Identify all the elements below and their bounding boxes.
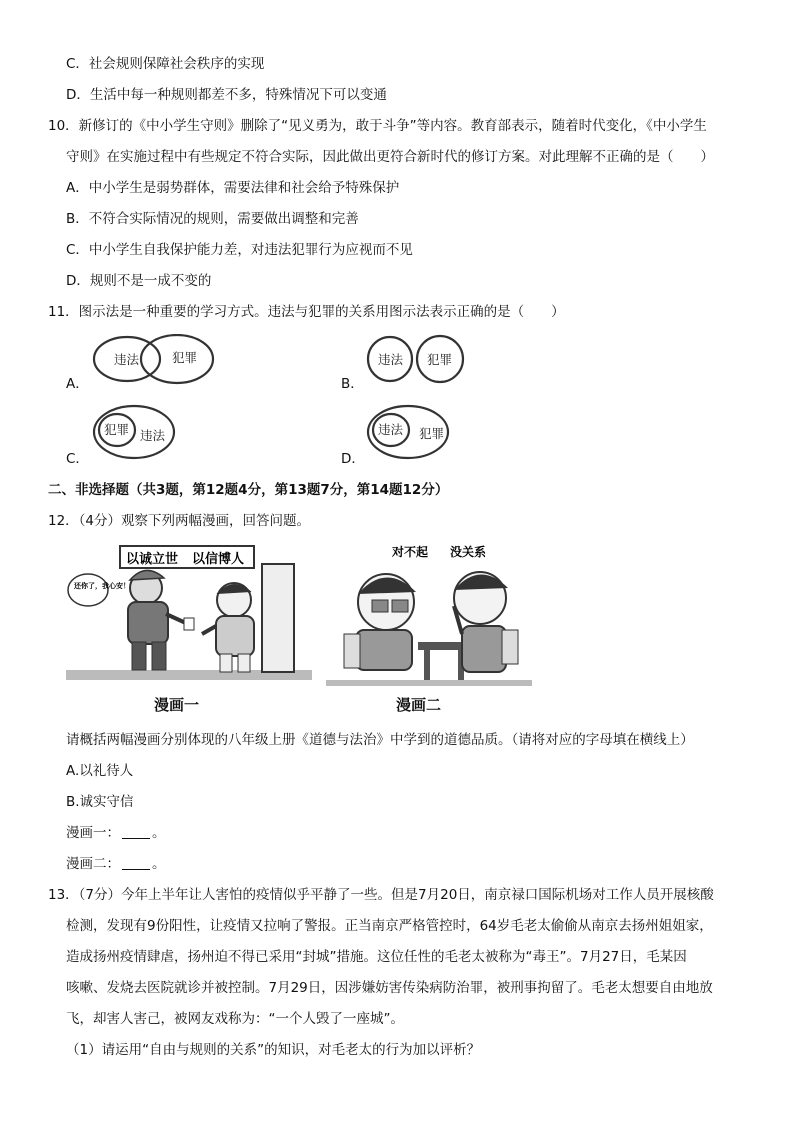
- q11-d-weifa: 违法: [378, 422, 404, 437]
- q11-a-fanzui: 犯罪: [172, 350, 198, 365]
- q12-answer-1[interactable]: [66, 823, 166, 843]
- q13-subquestion-1: （1）请运用“自由与规则的关系”的知识，对毛老太的行为加以评析？: [66, 1042, 481, 1058]
- section-2-title: 二、非选择题（共3题，第12题4分，第13题7分，第14题12分）: [48, 482, 449, 498]
- q12-stem: 12．（4分）观察下列两幅漫画，回答问题。: [48, 513, 311, 529]
- q9-option-c: C．社会规则保障社会秩序的实现: [66, 56, 265, 72]
- q11-label-c: C．: [66, 451, 89, 467]
- cartoon2-bubble-sorry: 对不起: [392, 545, 429, 559]
- q10-option-c: C．中小学生自我保护能力差，对违法犯罪行为应视而不见: [66, 242, 413, 258]
- q10-option-a: A．中小学生是弱势群体，需要法律和社会给予特殊保护: [66, 180, 400, 196]
- q12-answer-1-label: 漫画一：: [66, 825, 120, 841]
- q12-answer-1-end: 。: [152, 825, 166, 841]
- q11-a-weifa: 违法: [114, 352, 140, 367]
- cartoon1-sign-left: 以诚立世: [126, 552, 179, 567]
- cartoon-two: [326, 542, 532, 692]
- q11-stem: 11．图示法是一种重要的学习方式。违法与犯罪的关系用图示法表示正确的是（ ）: [48, 304, 565, 320]
- q11-diagram-d: [366, 404, 450, 460]
- q10-option-d: D．规则不是一成不变的: [66, 273, 212, 289]
- cartoon-one-caption: 漫画一: [154, 696, 200, 714]
- q10-option-b: B．不符合实际情况的规则，需要做出调整和完善: [66, 211, 359, 227]
- cartoon-one: [66, 542, 312, 692]
- q13-stem-line5: 飞，却害人害己，被网友戏称为：“一个人毁了一座城”。: [66, 1011, 404, 1027]
- q11-b-fanzui: 犯罪: [427, 352, 453, 367]
- q12-option-a: A.以礼待人: [66, 763, 134, 779]
- q12-option-b: B.诚实守信: [66, 794, 134, 810]
- cartoon1-sign-right: 以信博人: [192, 552, 245, 567]
- q10-stem-line1: 10．新修订的《中小学生守则》删除了“见义勇为，敢于斗争”等内容。教育部表示，随着时代变化，《中小学生: [48, 118, 707, 134]
- q11-c-weifa: 违法: [140, 428, 166, 443]
- q12-answer-1-blank[interactable]: [122, 824, 150, 839]
- q12-answer-2-blank[interactable]: [122, 855, 150, 870]
- q11-label-b: B．: [341, 376, 364, 392]
- q12-answer-2-label: 漫画二：: [66, 856, 120, 872]
- q11-b-weifa: 违法: [378, 352, 404, 367]
- q13-stem-line4: 咳嗽、发烧去医院就诊并被控制。7月29日，因涉嫌妨害传染病防治罪，被刑事拘留了。毛老太想要自由地放: [66, 980, 713, 996]
- q13-stem-line3: 造成扬州疫情肆虐，扬州迫不得已采用“封城”措施。这位任性的毛老太被称为“毒王”。7月27日，毛某因: [66, 949, 687, 965]
- q11-label-a: A．: [66, 376, 89, 392]
- cartoon-two-caption: 漫画二: [396, 696, 442, 714]
- q9-option-d: D．生活中每一种规则都差不多，特殊情况下可以变通: [66, 87, 387, 103]
- q13-stem-line1: 13．（7分）今年上半年让人害怕的疫情似乎平静了一些。但是7月20日，南京禄口国际机场对工作人员开展核酸: [48, 887, 714, 903]
- q11-diagram-c: [92, 404, 176, 460]
- q12-answer-2-end: 。: [152, 856, 166, 872]
- q11-c-fanzui: 犯罪: [104, 422, 130, 437]
- q10-stem-line2: 守则》在实施过程中有些规定不符合实际，因此做出更符合新时代的修订方案。对此理解不正确的是（ ）: [66, 149, 714, 165]
- cartoon2-bubble-noproblem: 没关系: [450, 545, 487, 559]
- q11-d-fanzui: 犯罪: [419, 426, 445, 441]
- q12-instruction: 请概括两幅漫画分别体现的八年级上册《道德与法治》中学到的道德品质。（请将对应的字母填在横线上）: [66, 732, 694, 748]
- q11-diagram-b: [366, 334, 466, 386]
- q11-diagram-a: [92, 334, 222, 386]
- cartoon1-bubble: 还你了，我心安！: [74, 582, 130, 590]
- q11-label-d: D．: [341, 451, 365, 467]
- q12-answer-2[interactable]: [66, 854, 166, 874]
- q13-stem-line2: 检测，发现有9份阳性，让疫情又拉响了警报。正当南京严格管控时，64岁毛老太偷偷从南京去扬州姐姐家，: [66, 918, 713, 934]
